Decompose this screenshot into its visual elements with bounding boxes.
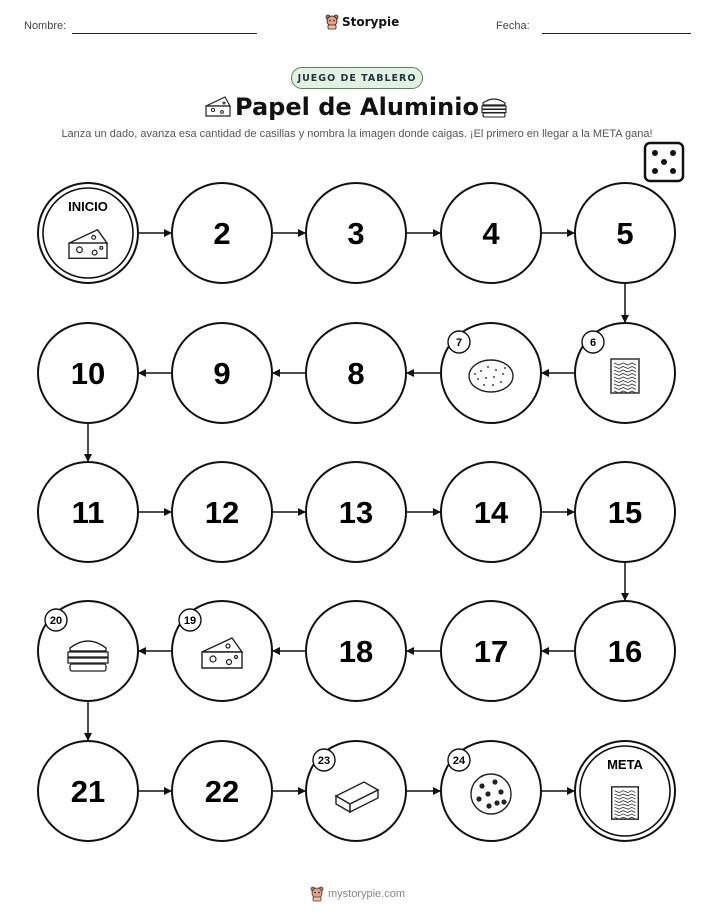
board-space (38, 323, 138, 423)
board-space (575, 462, 675, 562)
board-space (306, 323, 406, 423)
space-number: 19 (183, 615, 197, 627)
board-space (575, 741, 675, 841)
space-number: 23 (317, 755, 331, 767)
board-space (38, 601, 138, 701)
space-number: 11 (71, 495, 105, 530)
board-space (172, 601, 272, 701)
board-space (38, 183, 138, 283)
space-number: 18 (338, 634, 374, 669)
space-number: 2 (213, 216, 231, 251)
space-number: 12 (204, 495, 240, 530)
space-number: 24 (452, 755, 466, 767)
space-number: 5 (616, 216, 634, 251)
space-number: 21 (70, 774, 106, 809)
instructions-text: Lanza un dado, avanza esa cantidad de casillas y nombra la imagen donde caigas. ¡El primero en llegar a la META gana! (61, 128, 653, 140)
board-space (38, 462, 138, 562)
board-space (441, 601, 541, 701)
board-space (172, 462, 272, 562)
board-space (306, 601, 406, 701)
board-space (441, 323, 541, 423)
space-number: 3 (347, 216, 365, 251)
board-space (441, 183, 541, 283)
board-space (575, 323, 675, 423)
brand-name: Storypie (342, 15, 400, 29)
space-circle (38, 183, 138, 283)
footer-url: mystorypie.com (328, 888, 406, 900)
board-space (172, 323, 272, 423)
game-type-badge: JUEGO DE TABLERO (291, 67, 423, 89)
board-space (306, 183, 406, 283)
space-number: 22 (204, 774, 240, 809)
space-number: 20 (49, 615, 63, 627)
board-space (172, 183, 272, 283)
space-number: 10 (70, 356, 106, 391)
page-title: Papel de Aluminio (235, 93, 479, 121)
board-space (575, 183, 675, 283)
tortilla-icon (469, 360, 513, 392)
sandwich-icon (68, 641, 108, 671)
space-number: 7 (455, 337, 463, 349)
name-label: Nombre: (24, 20, 67, 32)
cookie-icon (471, 774, 511, 814)
space-label: INICIO (68, 199, 108, 214)
board-space (575, 601, 675, 701)
space-number: 13 (338, 495, 374, 530)
foil-icon (612, 787, 639, 819)
board-spaces (38, 183, 675, 841)
space-number: 9 (213, 356, 231, 391)
space-number: 17 (473, 634, 509, 669)
footer (310, 886, 405, 902)
board-space (172, 741, 272, 841)
space-number: 14 (473, 495, 509, 530)
board-space (441, 741, 541, 841)
date-label: Fecha: (496, 20, 530, 32)
storypie-bear-icon (310, 886, 324, 902)
board-space (441, 462, 541, 562)
board-space (38, 741, 138, 841)
space-number: 16 (607, 634, 643, 669)
board-space (306, 462, 406, 562)
board-space (306, 741, 406, 841)
space-number: 15 (607, 495, 643, 530)
space-number: 6 (589, 337, 597, 349)
foil-icon (611, 359, 639, 393)
space-number: 8 (347, 356, 365, 391)
space-number: 4 (482, 216, 500, 251)
space-label: META (607, 757, 643, 772)
